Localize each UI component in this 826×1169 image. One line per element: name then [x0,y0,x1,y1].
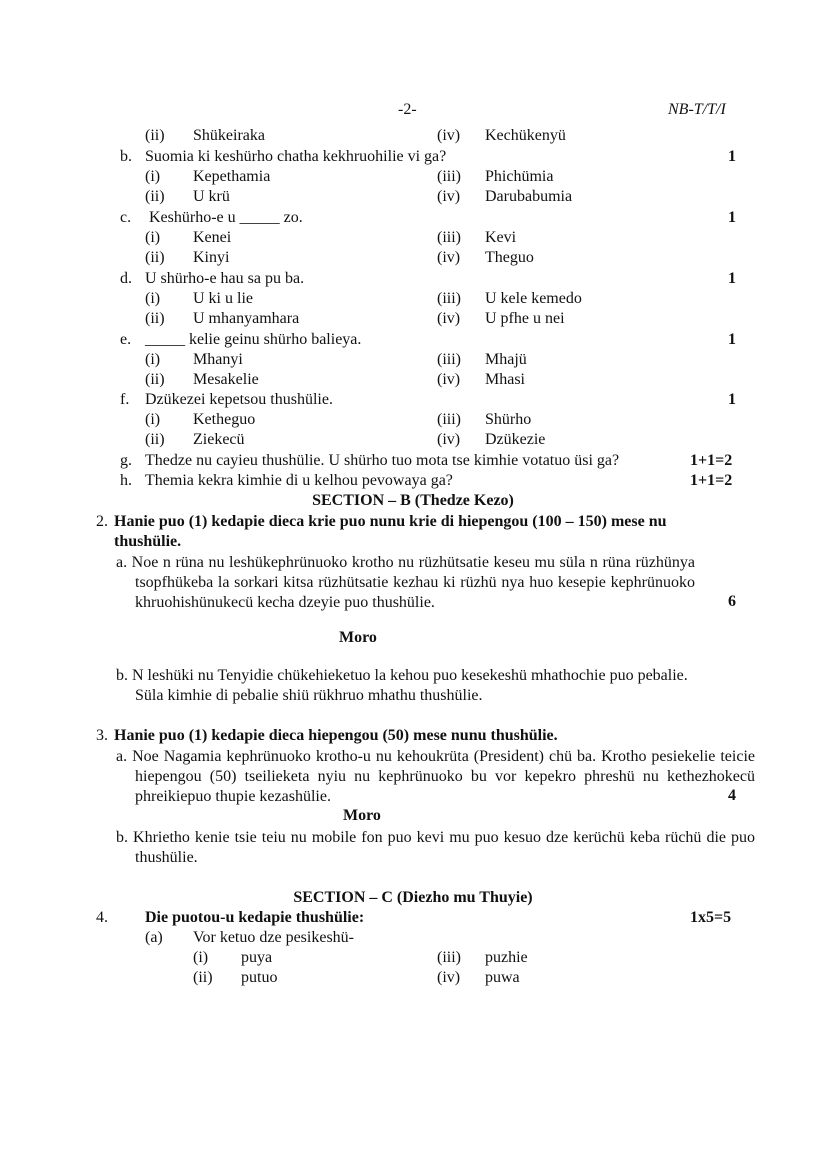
question-text: h. [120,472,132,489]
question-text: Dzükezie [485,431,546,448]
question-text: (ii) [145,371,165,388]
question-text: (iii) [437,229,461,246]
marks-value: 1 [728,270,736,287]
question-text: c. [120,209,132,226]
question-text: Ziekecü [193,431,245,448]
question-text: (iv) [437,188,461,205]
option-word: putuo [241,969,278,986]
question-text: (i) [145,290,161,307]
question-text: b. [120,148,132,165]
question-text: Themia kekra kimhie di u kelhou pevowaya ga? [145,472,453,489]
q4-marks: 1x5=5 [690,909,732,926]
question-text: U mhanyamhara [193,310,300,327]
question-text: Shükeiraka [193,127,265,144]
marks-value: 1 [728,331,736,348]
q3-stem: Hanie puo (1) kedapie dieca hiepengou (50) mese nunu thushülie. [114,727,558,744]
question-text: (i) [145,411,161,428]
option-number: (iii) [437,949,461,966]
marks-value: 1 [728,391,736,408]
question-text: (ii) [145,188,165,205]
question-text: (iv) [437,431,461,448]
question-text: Kechükenyü [485,127,566,144]
question-text: Ketheguo [193,411,256,428]
question-text: _____ kelie geinu shürho balieya. [145,331,362,348]
marks-value: 1 [728,209,736,226]
question-text: Shürho [485,411,532,428]
question-text: Mhasi [485,371,525,388]
question-text: Dzükezei kepetsou thushülie. [145,391,333,408]
question-text: (iv) [437,310,461,327]
q2-or: Moro [339,629,377,646]
question-text: d. [120,270,132,287]
q2-number: 2. [96,513,108,530]
question-text: (iv) [437,127,461,144]
q3-part-b: b. Khrietho kenie tsie teiu nu mobile fon puo kevi mu puo kesuo dze kerüchü keba rüchü die puo thushülie. [116,829,755,866]
question-text: (i) [145,168,161,185]
question-text: Kevi [485,229,517,246]
question-text: Mhanyi [193,351,243,368]
question-text: U shürho-e hau sa pu ba. [145,270,305,287]
page-number: -2- [398,101,417,118]
question-text: (iv) [437,371,461,388]
section-c-title: SECTION – C (Diezho mu Thuyie) [293,889,533,906]
question-text: U kele kemedo [485,290,582,307]
question-text: g. [120,452,132,469]
marks-value: 1 [728,148,736,165]
question-text: (i) [145,229,161,246]
question-text: Kenei [193,229,232,246]
question-text: (ii) [145,431,165,448]
question-text: (ii) [145,127,165,144]
question-text: U krü [193,188,230,205]
option-word: puzhie [485,949,528,966]
q4-a-text: Vor ketuo dze pesikeshü- [193,929,354,946]
q4-a-label: (a) [145,929,163,946]
question-text: (iv) [437,249,461,266]
marks-value: 1+1=2 [690,452,733,469]
q2-part-a-marks: 6 [728,593,736,610]
question-text: (ii) [145,249,165,266]
q2-part-a: a. Noe n rüna nu leshükephrünuoko krotho nu rüzhütsatie keseu mu süla n rüna rüzhünya tsopfhükeba la sorkari kitsa rüzhütsatie kezhau ki rüzhü nya huo kesepie kephrünuoko khruohishünukecü kecha dzeyie puo thushülie. [116,554,695,611]
option-word: puya [241,949,273,966]
q2-stem: Hanie puo (1) kedapie dieca krie puo nunu krie di hiepengou (100 – 150) mese nu thushülie. [114,513,667,550]
option-number: (iv) [437,969,461,986]
q3-or: Moro [343,807,381,824]
question-text: Suomia ki keshürho chatha kekhruohilie vi ga? [145,148,447,165]
option-number: (i) [193,949,209,966]
question-text: (i) [145,351,161,368]
question-text: (iii) [437,168,461,185]
question-text: e. [120,331,132,348]
option-word: puwa [485,969,520,986]
marks-value: 1+1=2 [690,472,733,489]
section-b-title: SECTION – B (Thedze Kezo) [312,492,514,509]
option-number: (ii) [193,969,213,986]
question-text: Kepethamia [193,168,271,185]
question-text: (iii) [437,351,461,368]
q3-part-a: a. Noe Nagamia kephrünuoko krotho-u nu kehoukrüta (President) chü ba. Krotho pesiekelie teicie hiepengou (50) tseilieketa nyiu nu kephrünuoko bu vor kepekro phreshü nu kethezhokecü phreikiepuo thupie kezashülie. [116,748,755,805]
question-text: U ki u lie [193,290,253,307]
question-text: Keshürho-e u _____ zo. [149,209,303,226]
question-text: Darubabumia [485,188,573,205]
question-text: (iii) [437,290,461,307]
q3-number: 3. [96,727,108,744]
question-text: Phichümia [485,168,554,185]
question-text: f. [120,391,130,408]
question-text: Theguo [485,249,534,266]
question-text: Kinyi [193,249,230,266]
document-code: NB-T/T/I [668,101,726,118]
question-text: (iii) [437,411,461,428]
question-text: Mesakelie [193,371,259,388]
q2-part-b: b. N leshüki nu Tenyidie chükehieketuo la kehou puo kesekeshü mhathochie puo pebalie. Süla kimhie di pebalie shiü rükhruo mhathu thushülie. [116,667,688,704]
question-text: (ii) [145,310,165,327]
q4-number: 4. [96,909,108,926]
q4-text: Die puotou-u kedapie thushülie: [145,909,365,926]
question-text: Mhajü [485,351,527,368]
question-text: U pfhe u nei [485,310,565,327]
q3-part-a-marks: 4 [728,787,736,804]
question-text: Thedze nu cayieu thushülie. U shürho tuo mota tse kimhie votatuo üsi ga? [145,452,620,469]
